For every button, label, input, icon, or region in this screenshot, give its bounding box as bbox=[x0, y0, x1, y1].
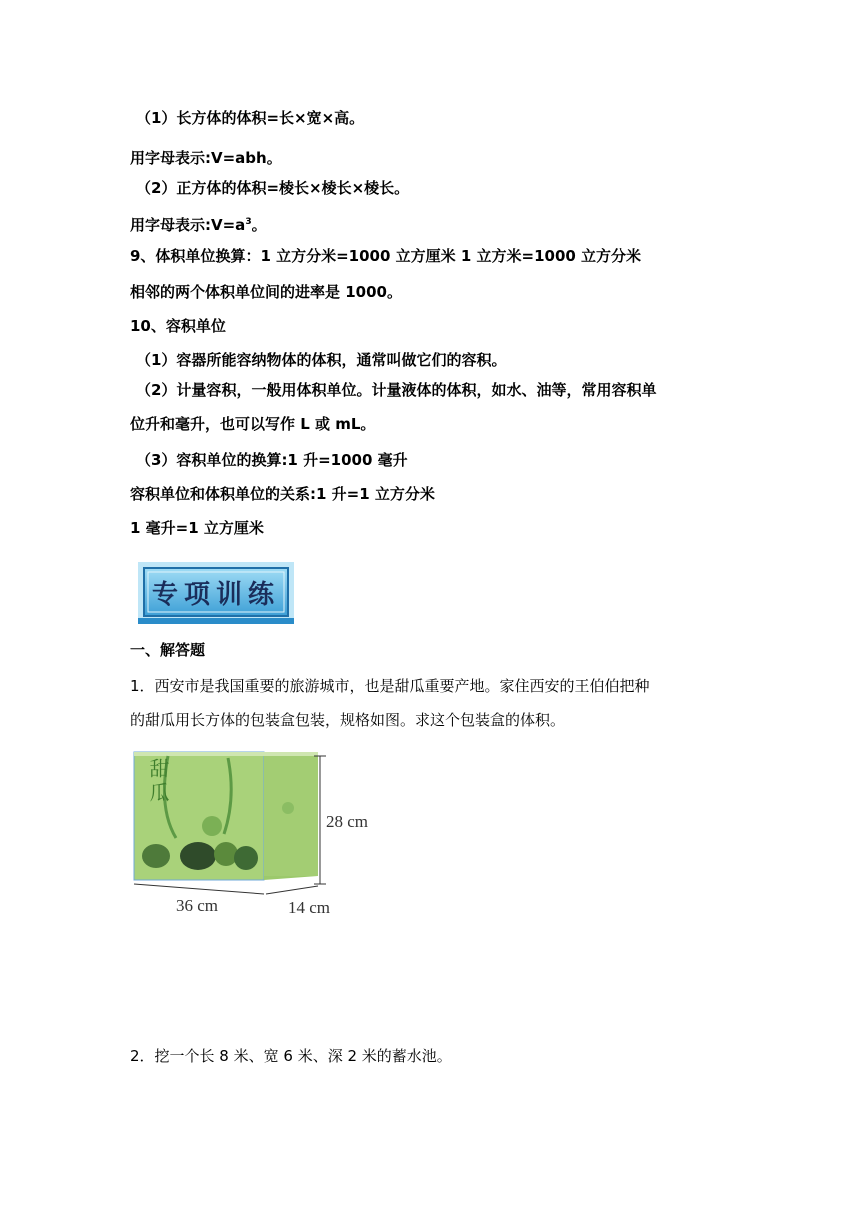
question-1-line-2: 的甜瓜用长方体的包装盒包装，规格如图。求这个包装盒的体积。 bbox=[130, 711, 566, 729]
section-title: 一、解答题 bbox=[130, 641, 206, 659]
text-capacity-measure-2: 位升和毫升，也可以写作 L 或 mL。 bbox=[130, 415, 376, 433]
text-volume-rate: 相邻的两个体积单位间的进率是 1000。 bbox=[130, 283, 402, 301]
text-cube-volume: （2）正方体的体积=棱长×棱长×棱长。 bbox=[136, 179, 410, 197]
text-capacity-volume-relation: 容积单位和体积单位的关系:1 升=1 立方分米 bbox=[130, 485, 435, 503]
melon-box-figure bbox=[128, 748, 384, 920]
box-logo-text: 甜瓜 bbox=[146, 758, 170, 806]
text-capacity-definition: （1）容器所能容纳物体的体积，通常叫做它们的容积。 bbox=[136, 351, 507, 369]
text-ml-relation: 1 毫升=1 立方厘米 bbox=[130, 519, 264, 537]
height-label: 28 cm bbox=[326, 812, 369, 831]
length-label: 36 cm bbox=[176, 896, 219, 915]
question-2-line-1: 2．挖一个长 8 米、宽 6 米、深 2 米的蓄水池。 bbox=[130, 1047, 452, 1065]
heading-capacity-units: 10、容积单位 bbox=[130, 317, 226, 335]
text-cuboid-formula: 用字母表示:V=abh。 bbox=[130, 149, 282, 167]
text-cube-formula bbox=[130, 212, 267, 235]
text-capacity-measure-1: （2）计量容积，一般用体积单位。计量液体的体积，如水、油等，常用容积单 bbox=[136, 381, 657, 399]
banner-text: 专项训练 bbox=[151, 580, 280, 610]
cube-formula-end: 。 bbox=[251, 216, 267, 234]
text-volume-conversion: 9、体积单位换算：1 立方分米=1000 立方厘米 1 立方米=1000 立方分米 bbox=[130, 247, 642, 265]
question-1-line-1: 1．西安市是我国重要的旅游城市，也是甜瓜重要产地。家住西安的王伯伯把种 bbox=[130, 677, 650, 695]
text-cuboid-volume: （1）长方体的体积=长×宽×高。 bbox=[136, 109, 365, 127]
width-label: 14 cm bbox=[288, 898, 331, 917]
cube-formula-main: 用字母表示:V=a bbox=[130, 216, 246, 234]
special-training-banner bbox=[138, 560, 294, 626]
text-capacity-conversion: （3）容积单位的换算:1 升=1000 毫升 bbox=[136, 451, 408, 469]
cube-formula-exponent: 3 bbox=[245, 217, 252, 227]
